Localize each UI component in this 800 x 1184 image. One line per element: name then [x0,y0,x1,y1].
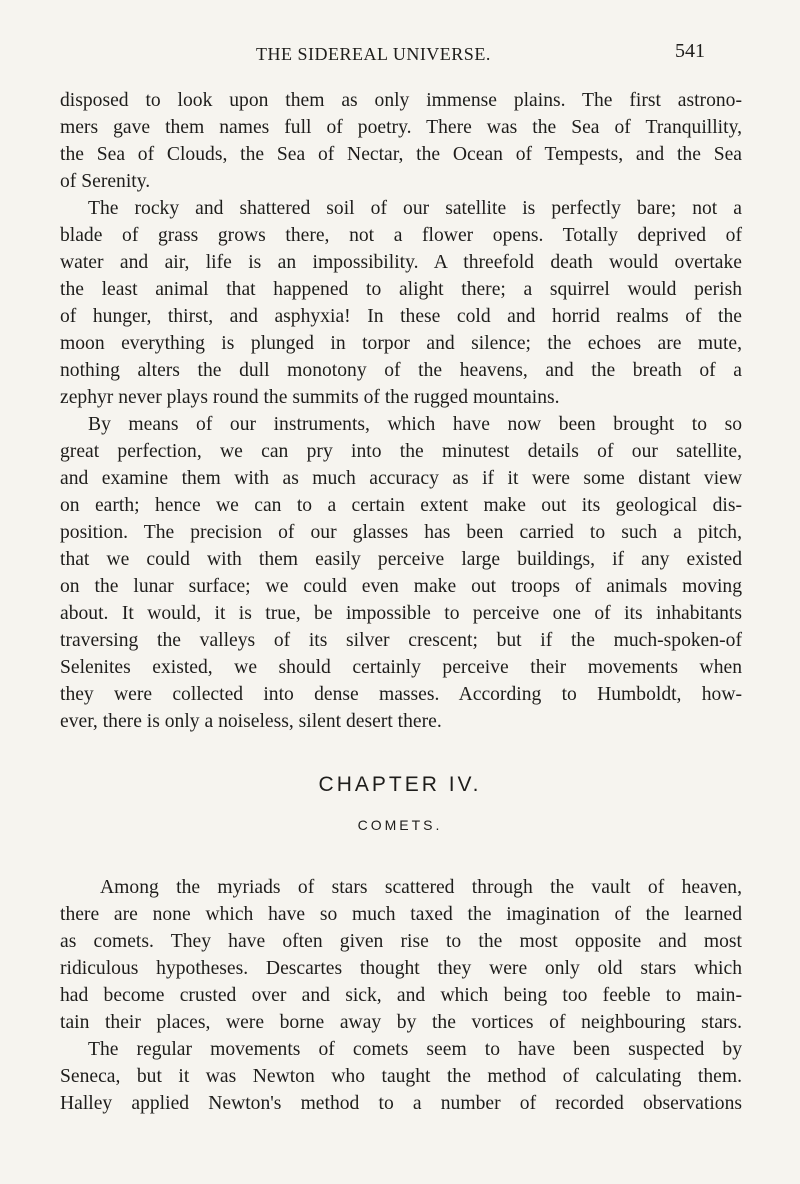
text-line: water and air, life is an impossibility. A threefold death would overtake [60,252,742,273]
text-line: on earth; hence we can to a certain extent make out its geological dis- [60,495,742,516]
text-line: as comets. They have often given rise to the most opposite and most [60,931,742,952]
text-line: and examine them with as much accuracy as if it were some distant view [60,468,742,489]
text-line: zephyr never plays round the summits of the rugged mountains. [60,387,560,408]
text-line: of hunger, thirst, and asphyxia! In these cold and horrid realms of the [60,306,742,327]
text-line: had become crusted over and sick, and which being too feeble to main- [60,985,742,1006]
text-line: Seneca, but it was Newton who taught the method of calculating them. [60,1066,742,1087]
text-line: great perfection, we can pry into the minutest details of our satellite, [60,441,742,462]
text-line: disposed to look upon them as only immense plains. The first astrono- [60,90,742,111]
text-line: tain their places, were borne away by the vortices of neighbouring stars. [60,1012,742,1033]
text-line: ever, there is only a noiseless, silent desert there. [60,711,442,732]
text-line: The rocky and shattered soil of our satellite is perfectly bare; not a [88,198,742,219]
text-line: on the lunar surface; we could even make out troops of animals moving [60,576,742,597]
text-line: about. It would, it is true, be impossible to perceive one of its inhabitants [60,603,742,624]
text-line: blade of grass grows there, not a flower opens. Totally deprived of [60,225,742,246]
text-line: there are none which have so much taxed the imagination of the learned [60,904,742,925]
chapter-title: CHAPTER IV. [318,773,482,796]
text-line: the least animal that happened to alight there; a squirrel would perish [60,279,742,300]
text-line: traversing the valleys of its silver crescent; but if the much-spoken-of [60,630,742,651]
running-head: THE SIDEREAL UNIVERSE. [256,44,491,64]
text-line: position. The precision of our glasses has been carried to such a pitch, [60,522,742,543]
text-line: Halley applied Newton's method to a number of recorded observations [60,1093,742,1114]
text-line: ridiculous hypotheses. Descartes thought they were only old stars which [60,958,742,979]
text-line: Selenites existed, we should certainly perceive their movements when [60,657,742,678]
text-line: that we could with them easily perceive large buildings, if any existed [60,549,742,570]
text-line: mers gave them names full of poetry. There was the Sea of Tranquillity, [60,117,742,138]
text-line: Among the myriads of stars scattered through the vault of heaven, [100,877,742,898]
text-line: the Sea of Clouds, the Sea of Nectar, the Ocean of Tempests, and the Sea [60,144,742,165]
text-line: moon everything is plunged in torpor and silence; the echoes are mute, [60,333,742,354]
text-line: of Serenity. [60,171,151,192]
chapter-subtitle: COMETS. [357,817,443,833]
text-line: they were collected into dense masses. According to Humboldt, how- [60,684,742,705]
page-number: 541 [675,40,705,62]
text-line: The regular movements of comets seem to have been suspected by [88,1039,742,1060]
text-line: nothing alters the dull monotony of the heavens, and the breath of a [60,360,742,381]
text-line: By means of our instruments, which have now been brought to so [88,414,742,435]
